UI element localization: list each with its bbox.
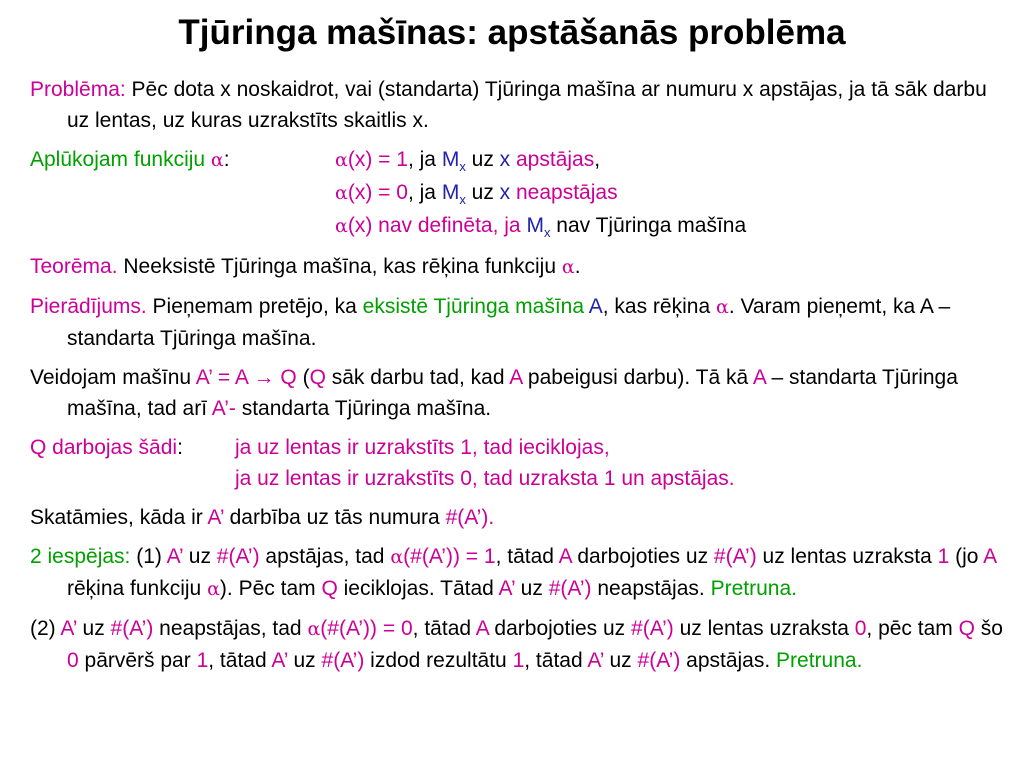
text-run: Neeksistē Tjūringa mašīna, kas rēķina funkciju <box>117 255 562 278</box>
text-run: (#(A’)) = 1 <box>403 545 496 568</box>
text-run: sāk darbu tad, kad <box>325 366 510 389</box>
paragraph-label <box>30 432 235 463</box>
paragraph-label <box>30 144 335 176</box>
text-run: A’ <box>166 545 183 568</box>
text-run: , tātad <box>208 649 272 672</box>
text-run: Q <box>958 617 975 640</box>
text-run: : <box>177 436 183 459</box>
text-run: Veidojam mašīnu <box>30 366 196 389</box>
text-run: x <box>499 148 511 171</box>
text-run: x <box>459 159 466 174</box>
text-run: 0 <box>854 617 867 640</box>
text-run: Skatāmies, kāda ir <box>30 506 208 529</box>
text-run: A’ <box>271 649 288 672</box>
text-run: Problēma: <box>30 78 126 101</box>
paragraph-problema <box>30 74 1005 136</box>
text-run: 1 <box>196 649 209 672</box>
text-run: pārvērš par <box>78 649 197 672</box>
alpha-symbol: α <box>210 149 224 171</box>
paragraph-qdarbojas <box>30 432 1005 494</box>
text-run: Q <box>321 577 338 600</box>
text-run: ). Pēc tam <box>219 577 322 600</box>
text-run: , kas rēķina <box>602 295 716 318</box>
alpha-symbol: α <box>307 618 321 640</box>
text-run: , tātad <box>524 649 588 672</box>
text-run: , ja <box>407 148 442 171</box>
text-run: (x) = 1 <box>347 148 408 171</box>
definition-lines <box>335 144 746 243</box>
text-run: ieciklojas. Tātad <box>337 577 499 600</box>
text-run: (2) <box>30 617 61 640</box>
paragraph-iespejas1 <box>30 541 1005 605</box>
text-run: . <box>574 255 581 278</box>
paragraph-veidojam <box>30 362 1005 424</box>
definition-line <box>235 463 735 494</box>
text-run: A <box>983 545 997 568</box>
text-run: A <box>475 617 489 640</box>
text-run: (x) nav definēta, ja <box>347 214 527 237</box>
text-run: , pēc tam <box>866 617 959 640</box>
text-run: rēķina funkciju <box>67 577 208 600</box>
text-run: 1 <box>512 649 525 672</box>
text-run: #(A’) <box>631 617 674 640</box>
text-run: A’ = A → Q <box>195 366 297 389</box>
text-run: (#(A’)) = 0 <box>320 617 413 640</box>
text-run: ja uz lentas ir uzrakstīts 1, tad ieciklojas, <box>235 436 610 459</box>
text-run: standarta Tjūringa mašīna. <box>235 397 492 420</box>
text-run: neapstājas, tad <box>153 617 308 640</box>
slide-title: Tjūringa mašīnas: apstāšanās problēma <box>178 13 846 52</box>
alpha-symbol: α <box>390 546 404 568</box>
text-run: šo <box>974 617 1003 640</box>
text-run: Pēc dota x noskaidrot, vai (standarta) Tjūringa mašīna ar numuru x apstājas, ja tā sāk darbu uz lentas, uz kuras uzrakstīts skaitlis x. <box>67 78 987 132</box>
text-run: #(A’) <box>321 649 365 672</box>
text-run: x <box>459 192 466 207</box>
text-run: apstājas <box>510 148 595 171</box>
text-run: #(A’) <box>713 545 757 568</box>
slide-body <box>30 74 1005 684</box>
alpha-symbol: α <box>335 182 348 204</box>
paragraph-pieradijums <box>30 291 1005 354</box>
text-run: A <box>588 295 603 318</box>
text-run: neapstājas <box>510 181 618 204</box>
text-run: darbojoties uz <box>571 545 714 568</box>
text-run: Q <box>309 366 326 389</box>
text-run: 2 iespējas: <box>30 545 131 568</box>
text-run: #(A’). <box>445 506 495 529</box>
text-run: Pieņemam pretējo, ka <box>146 295 363 318</box>
text-run: (x) = 0 <box>347 181 408 204</box>
text-run: , ja <box>407 181 442 204</box>
text-run: (jo <box>949 545 984 568</box>
text-run: – standarta Tjūringa mašīna, tad arī <box>67 366 958 420</box>
text-run: M <box>441 148 460 171</box>
paragraph-skatamies <box>30 502 1005 533</box>
text-run: A’- <box>211 397 236 420</box>
text-run: 1 <box>937 545 950 568</box>
text-run: uz <box>465 148 500 171</box>
text-run: #(A’) <box>548 577 592 600</box>
text-run: , tātad <box>412 617 476 640</box>
text-run: pabeigusi darbu). Tā kā <box>522 366 753 389</box>
definition-line <box>335 144 746 177</box>
text-run: uz <box>465 181 500 204</box>
paragraph-iespejas2 <box>30 613 1005 676</box>
definition-line <box>235 432 735 463</box>
text-run: apstājas, tad <box>259 545 391 568</box>
text-run: Pretruna. <box>776 649 863 672</box>
text-run: Pierādījums. <box>30 295 147 318</box>
alpha-symbol: α <box>335 149 348 171</box>
text-run: x <box>543 225 551 240</box>
text-run: A <box>509 366 523 389</box>
alpha-symbol: α <box>715 296 729 318</box>
text-run: Pretruna. <box>710 577 797 600</box>
text-run: M <box>526 214 544 237</box>
text-run: , <box>594 148 601 171</box>
alpha-symbol: α <box>561 256 575 278</box>
text-run: izdod rezultātu <box>364 649 513 672</box>
text-run: uz <box>287 649 322 672</box>
text-run: A <box>558 545 572 568</box>
alpha-symbol: α <box>335 215 348 237</box>
text-run: . Varam pieņemt, ka A – standarta Tjūringa mašīna. <box>67 295 951 350</box>
definition-line <box>335 210 746 243</box>
text-run: ( <box>296 366 310 389</box>
text-run: uz <box>76 617 111 640</box>
paragraph-teorema <box>30 251 1005 283</box>
text-run: uz lentas uzraksta <box>673 617 855 640</box>
text-run: A’ <box>498 577 515 600</box>
text-run: Teorēma. <box>30 255 118 278</box>
text-run: x <box>499 181 511 204</box>
text-run: apstājas. <box>680 649 777 672</box>
text-run: 0 <box>67 649 79 672</box>
text-run: Q darbojas šādi <box>30 436 178 459</box>
text-run: ja uz lentas ir uzrakstīts 0, tad uzraksta 1 un apstājas. <box>235 467 735 490</box>
text-run: A’ <box>587 649 604 672</box>
text-run: #(A’) <box>637 649 681 672</box>
definition-line <box>335 177 746 210</box>
text-run: (1) <box>130 545 167 568</box>
text-run: : <box>223 148 230 171</box>
text-run: uz <box>514 577 549 600</box>
definition-lines <box>235 432 735 494</box>
text-run: #(A’) <box>216 545 260 568</box>
text-run: neapstājas. <box>591 577 711 600</box>
text-run: uz <box>182 545 217 568</box>
text-run: , tātad <box>495 545 559 568</box>
text-run: eksistē Tjūringa mašīna <box>362 295 585 318</box>
text-run: Aplūkojam funkciju <box>30 148 211 171</box>
text-run: darbojoties uz <box>488 617 632 640</box>
text-run: A <box>752 366 766 389</box>
paragraph-aplukojam <box>30 144 1005 243</box>
text-run: #(A’) <box>110 617 154 640</box>
alpha-symbol: α <box>207 578 220 600</box>
text-run: uz <box>603 649 638 672</box>
text-run: uz lentas uzraksta <box>756 545 938 568</box>
text-run: nav Tjūringa mašīna <box>550 214 747 237</box>
text-run: A’ <box>60 617 77 640</box>
text-run: A’ <box>207 506 224 529</box>
text-run: M <box>441 181 460 204</box>
text-run: darbība uz tās numura <box>223 506 446 529</box>
